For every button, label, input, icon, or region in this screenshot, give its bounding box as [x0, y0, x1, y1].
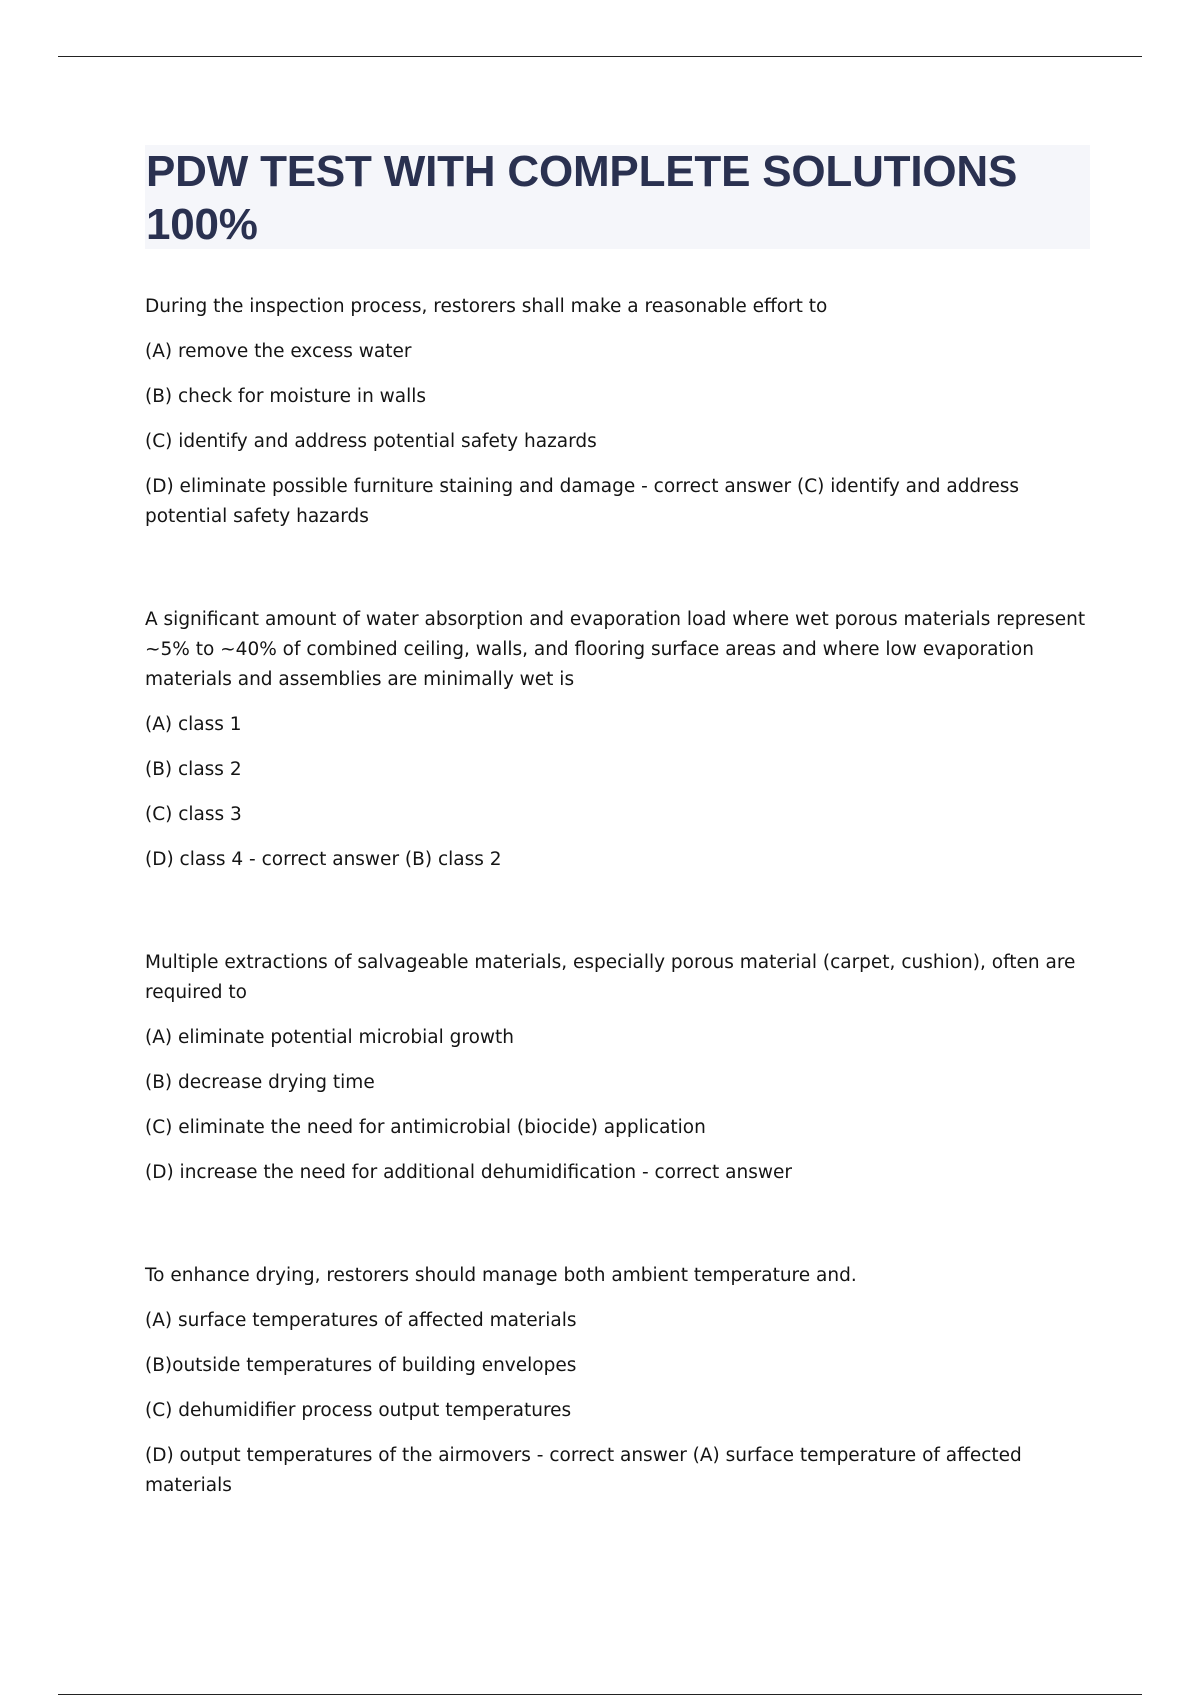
- option-d-with-answer: (D) output temperatures of the airmovers - correct answer (A) surface temperature of affected materials: [145, 1445, 1022, 1496]
- option-c: (C) class 3: [145, 804, 242, 825]
- question-text: To enhance drying, restorers should manage both ambient temperature and.: [145, 1265, 857, 1286]
- question-text: During the inspection process, restorers shall make a reasonable effort to: [145, 296, 828, 317]
- option-d-with-answer: (D) class 4 - correct answer (B) class 2: [145, 849, 502, 870]
- option-b: (B) decrease drying time: [145, 1072, 375, 1093]
- question-text: A significant amount of water absorption and evaporation load where wet porous materials represent ~5% to ~40% of combined ceiling, walls, and flooring surface areas and where low evaporation materials and assemblies are minimally wet is: [145, 609, 1086, 690]
- option-b: (B) check for moisture in walls: [145, 386, 427, 407]
- option-a: (A) class 1: [145, 714, 242, 735]
- bottom-rule: [58, 1694, 1142, 1695]
- option-d-with-answer: (D) increase the need for additional dehumidification - correct answer: [145, 1162, 792, 1183]
- question-block: [145, 292, 1090, 532]
- questions-list: [145, 292, 1090, 1574]
- page-title: PDW TEST WITH COMPLETE SOLUTIONS 100%: [146, 147, 1018, 249]
- option-a: (A) surface temperatures of affected materials: [145, 1310, 577, 1331]
- question-block: [145, 605, 1090, 875]
- option-c: (C) identify and address potential safety hazards: [145, 431, 597, 452]
- option-c: (C) eliminate the need for antimicrobial (biocide) application: [145, 1117, 706, 1138]
- option-b: (B)outside temperatures of building envelopes: [145, 1355, 577, 1376]
- top-rule: [58, 56, 1142, 57]
- question-block: [145, 948, 1090, 1188]
- option-a: (A) eliminate potential microbial growth: [145, 1027, 515, 1048]
- title-banner: [145, 145, 1090, 249]
- option-a: (A) remove the excess water: [145, 341, 412, 362]
- option-b: (B) class 2: [145, 759, 242, 780]
- option-d-with-answer: (D) eliminate possible furniture staining and damage - correct answer (C) identify and address potential safety hazards: [145, 476, 1020, 527]
- question-text: Multiple extractions of salvageable materials, especially porous material (carpet, cushion), often are required to: [145, 952, 1076, 1003]
- question-block: [145, 1261, 1090, 1501]
- option-c: (C) dehumidifier process output temperatures: [145, 1400, 572, 1421]
